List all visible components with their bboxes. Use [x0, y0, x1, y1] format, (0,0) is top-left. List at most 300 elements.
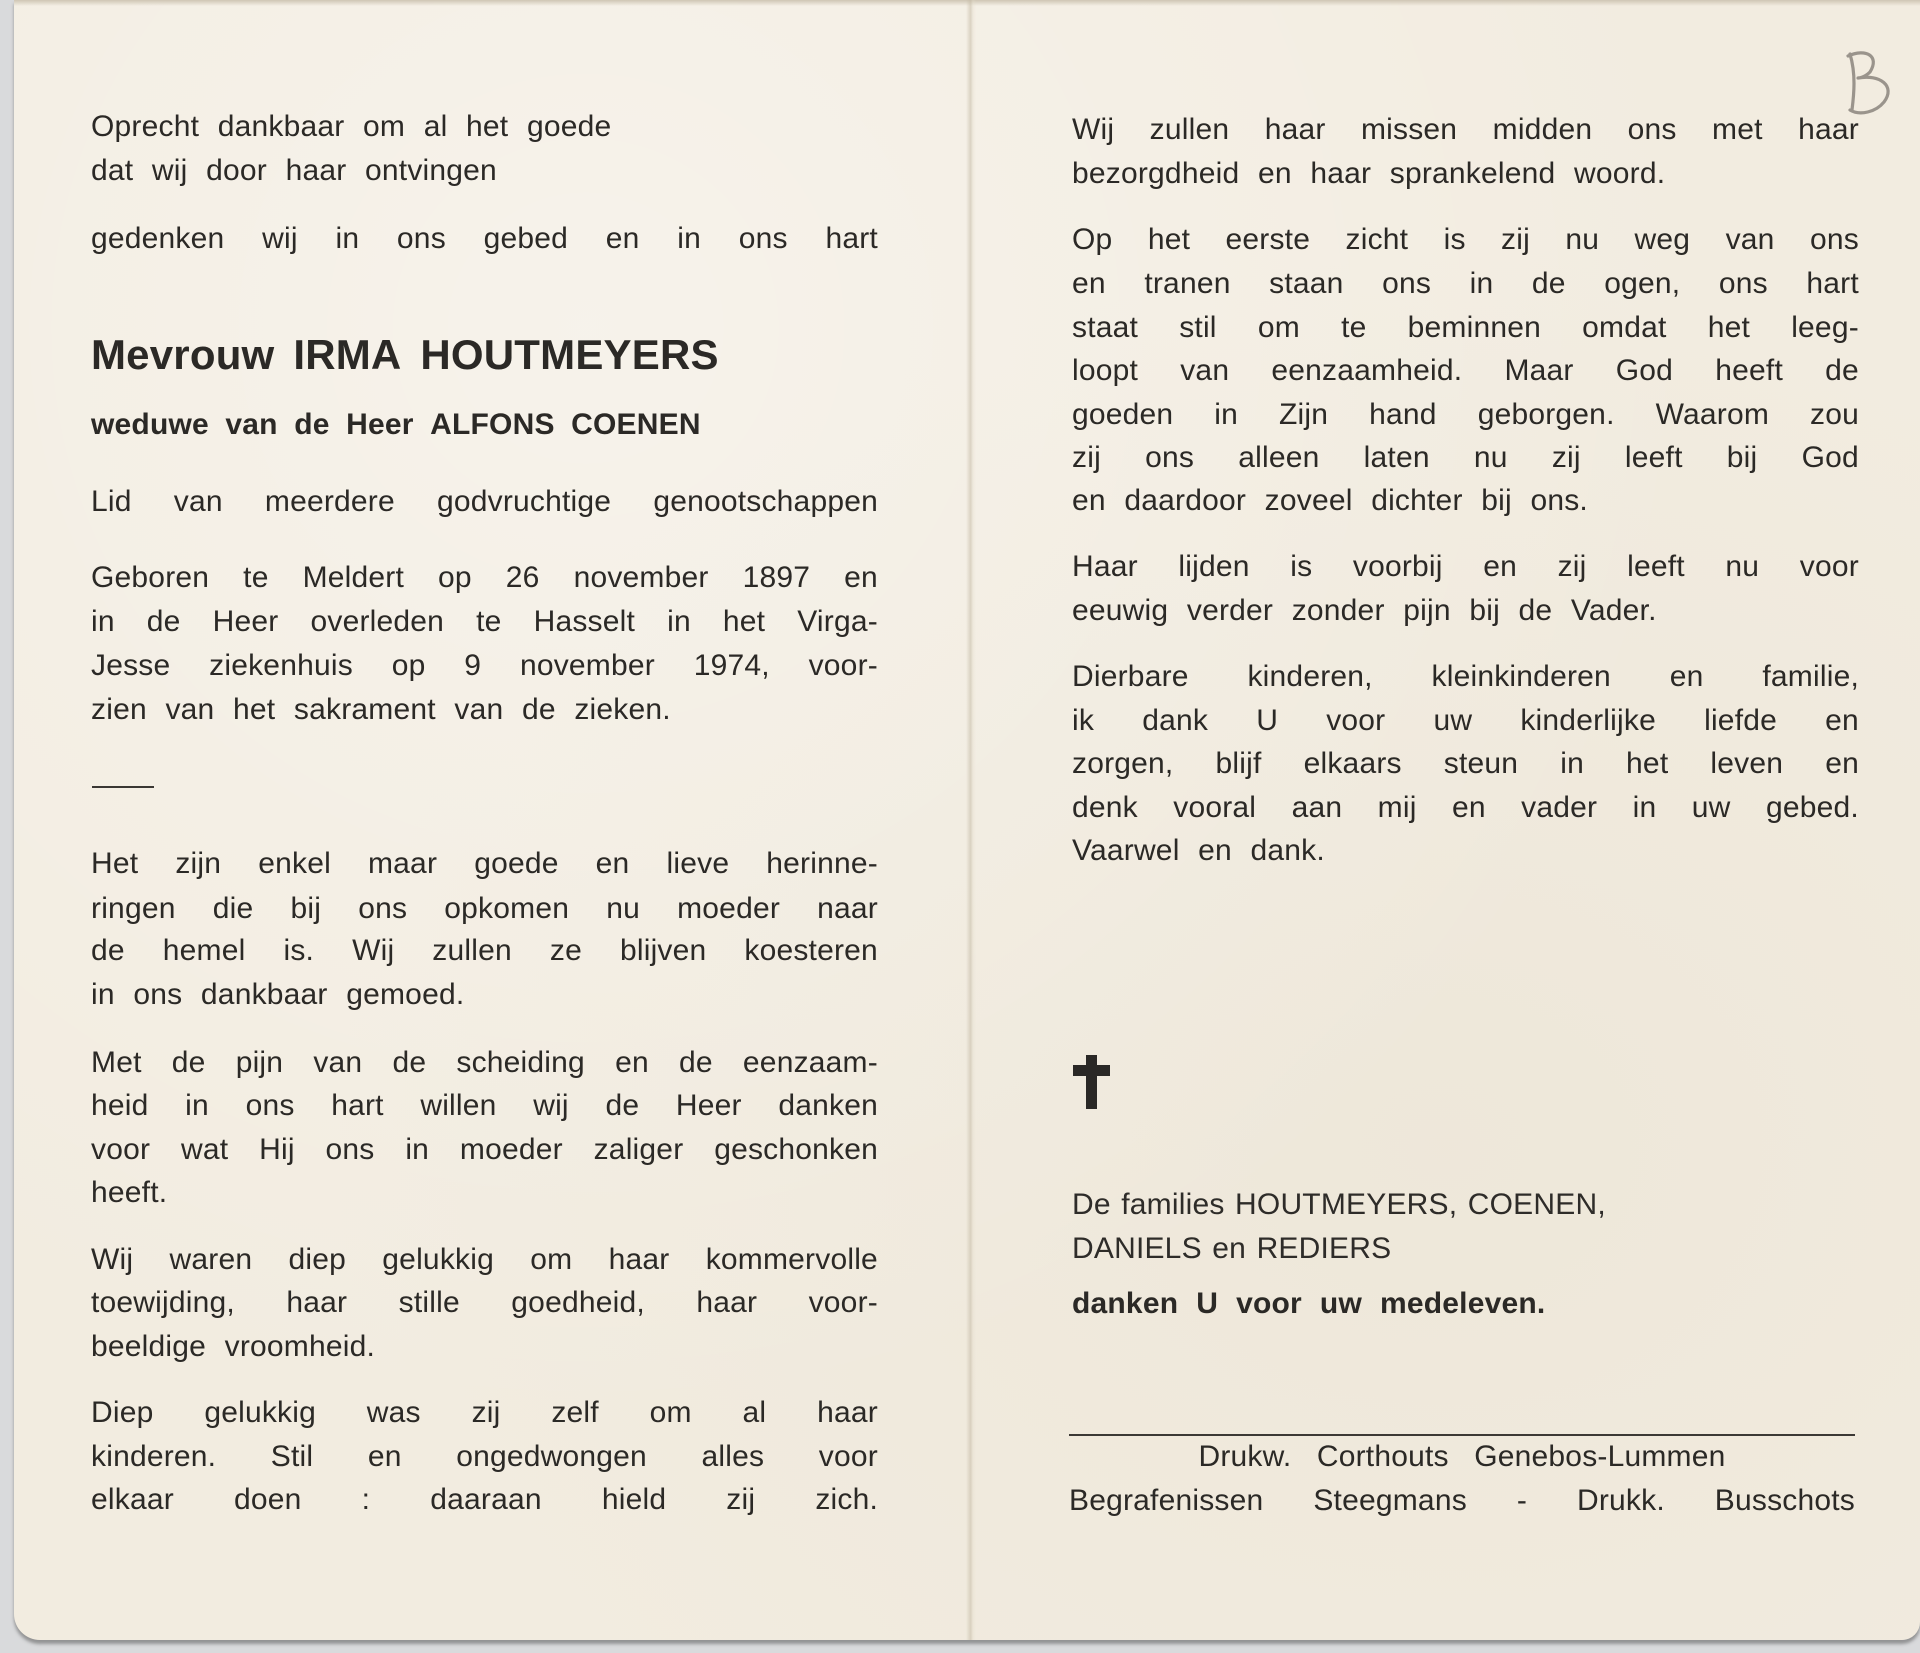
word: vooral: [1173, 791, 1257, 824]
word: bij: [290, 892, 322, 925]
word: het: [1626, 747, 1669, 780]
word: Wij: [1072, 113, 1115, 146]
paragraph-2-line: [1072, 351, 1859, 391]
word: haar: [1798, 113, 1859, 146]
word: toewijding,: [91, 1286, 235, 1319]
word: dank: [1142, 704, 1209, 737]
paragraph-1-line: [91, 844, 878, 884]
word: in: [185, 1089, 209, 1122]
printer-line: [1069, 1481, 1855, 1521]
word: al: [742, 1396, 767, 1429]
word: zij: [471, 1396, 501, 1429]
word: Virga-: [797, 605, 878, 638]
word: sprankelend: [1389, 157, 1556, 190]
word: de: [1531, 267, 1566, 300]
word: in: [1469, 267, 1494, 300]
word: elkaars: [1303, 747, 1402, 780]
word: Jesse: [91, 649, 171, 682]
intro-line: [91, 107, 878, 147]
word: 1897: [742, 561, 811, 594]
word: haar: [696, 1286, 758, 1319]
word: HOUTMEYERS: [420, 331, 719, 378]
word: haar: [285, 154, 347, 187]
word: kommervolle: [705, 1243, 878, 1276]
word: het: [1147, 223, 1191, 256]
word: ons: [325, 1133, 375, 1166]
word: loopt: [1072, 354, 1139, 387]
word: Het: [91, 847, 139, 880]
word: midden: [1492, 113, 1593, 146]
word: REDIERS: [1256, 1232, 1392, 1265]
word: in: [667, 605, 691, 638]
word: enkel: [258, 847, 331, 880]
word: van: [313, 1046, 363, 1079]
word: haar: [1310, 157, 1372, 190]
word: hield: [601, 1483, 667, 1516]
word: geborgen.: [1477, 398, 1615, 431]
handwritten-b-mark: [1836, 44, 1906, 124]
word: ons: [738, 222, 788, 255]
word: ongedwongen: [456, 1440, 647, 1473]
word: voorbij: [1352, 550, 1443, 583]
word: het: [233, 693, 276, 726]
word: de: [521, 693, 556, 726]
paragraph-2-line: [91, 1086, 878, 1126]
word: moeder: [459, 1133, 563, 1166]
word: vader: [1521, 791, 1598, 824]
word: de: [679, 1046, 713, 1079]
word: hemel: [162, 934, 246, 967]
word: zij: [726, 1483, 756, 1516]
deceased-name: [91, 329, 878, 381]
birth-death-line: [91, 602, 878, 642]
word: Met: [91, 1046, 142, 1079]
word: pijn: [235, 1046, 284, 1079]
word: om: [530, 1243, 573, 1276]
word: heid: [91, 1089, 149, 1122]
word: voor: [1236, 1287, 1302, 1320]
word: Wij: [91, 1243, 134, 1276]
word: :: [361, 1483, 371, 1516]
word: in: [1632, 791, 1657, 824]
printer-rule: [1069, 1434, 1855, 1436]
word: was: [366, 1396, 421, 1429]
word: goede: [526, 110, 612, 143]
printer-line: [1069, 1437, 1855, 1477]
word: voor: [1326, 704, 1386, 737]
word: weduwe: [91, 408, 209, 441]
paragraph-1-line: [91, 931, 878, 971]
word: leeft: [1624, 441, 1683, 474]
word: steun: [1443, 747, 1519, 780]
word: gelukkig: [382, 1243, 494, 1276]
birth-death-line: [91, 646, 878, 686]
word: ogen,: [1604, 267, 1681, 300]
word: in: [677, 222, 702, 255]
word: en: [844, 561, 878, 594]
word: en: [1825, 747, 1859, 780]
word: liefde: [1704, 704, 1777, 737]
word: aan: [1291, 791, 1343, 824]
word: eerste: [1225, 223, 1311, 256]
word: woord.: [1574, 157, 1666, 190]
word: het: [1707, 311, 1751, 344]
word: het: [466, 110, 509, 143]
word: DANIELS: [1072, 1232, 1202, 1265]
word: wat: [180, 1133, 229, 1166]
word: van: [454, 693, 504, 726]
word: ALFONS: [430, 408, 555, 441]
word: Stil: [270, 1440, 314, 1473]
word: families: [1121, 1188, 1225, 1221]
word: laten: [1363, 441, 1430, 474]
word: ons: [133, 978, 183, 1011]
word: zij: [1551, 441, 1581, 474]
word: leven: [1710, 747, 1784, 780]
word: bezorgdheid: [1072, 157, 1240, 190]
paragraph-2-line: [91, 1173, 878, 1213]
word: ons: [396, 222, 446, 255]
word: Maar: [1504, 354, 1574, 387]
word: zou: [1810, 398, 1859, 431]
word: om: [649, 1396, 692, 1429]
word: daaraan: [430, 1483, 542, 1516]
families-line: [1072, 1229, 1859, 1269]
word: en: [595, 847, 630, 880]
word: willen: [420, 1089, 497, 1122]
word: Zijn: [1279, 398, 1329, 431]
word: voor-: [808, 1286, 878, 1319]
word: op: [438, 561, 472, 594]
word: door: [206, 154, 267, 187]
word: Busschots: [1714, 1484, 1855, 1517]
word: ontvingen: [365, 154, 497, 187]
word: haar: [1264, 113, 1326, 146]
word: ons: [1145, 441, 1195, 474]
word: gedenken: [91, 222, 225, 255]
word: nu: [1473, 441, 1508, 474]
word: en: [1451, 791, 1486, 824]
word: familie,: [1762, 660, 1859, 693]
birth-death-line: [91, 558, 878, 598]
word: dat: [91, 154, 134, 187]
word: hart: [1806, 267, 1859, 300]
word: Heer: [212, 605, 279, 638]
word: zullen: [1149, 113, 1230, 146]
word: te: [243, 561, 269, 594]
paragraph-4-line: [1072, 788, 1859, 828]
word: zicht: [1345, 223, 1409, 256]
word: en: [1072, 267, 1106, 300]
word: te: [476, 605, 502, 638]
word: en: [1212, 1232, 1247, 1265]
paragraph-2-line: [1072, 481, 1859, 521]
word: stil: [1179, 311, 1217, 344]
word: hart: [825, 222, 878, 255]
word: stille: [398, 1286, 460, 1319]
word: Vaarwel: [1072, 834, 1180, 867]
word: uw: [1433, 704, 1473, 737]
word: zijn: [175, 847, 222, 880]
word: Haar: [1072, 550, 1138, 583]
word: haar: [608, 1243, 670, 1276]
word: eeuwig: [1072, 594, 1169, 627]
word: Drukw.: [1198, 1440, 1292, 1473]
word: november: [519, 649, 655, 682]
word: doen: [234, 1483, 302, 1516]
paragraph-2-line: [1072, 264, 1859, 304]
paragraph-4-line: [91, 1480, 878, 1520]
word: Hasselt: [533, 605, 636, 638]
paragraph-2-line: [1072, 395, 1859, 435]
paragraph-4-line: [91, 1393, 878, 1433]
paragraph-2-line: [91, 1043, 878, 1083]
word: overleden: [310, 605, 445, 638]
intro-line: [91, 219, 878, 259]
word: om: [363, 110, 406, 143]
word: Wij: [352, 934, 395, 967]
word: Meldert: [302, 561, 405, 594]
word: zij: [1501, 223, 1530, 256]
word: uw: [1691, 791, 1731, 824]
word: Lid: [91, 485, 132, 518]
word: van: [173, 485, 223, 518]
word: Mevrouw: [91, 331, 275, 378]
paragraph-4-line: [1072, 657, 1859, 697]
word: dank.: [1250, 834, 1325, 867]
word: maar: [367, 847, 438, 880]
word: danken: [1072, 1287, 1179, 1320]
word: ons: [1809, 223, 1859, 256]
word: gebed.: [1765, 791, 1859, 824]
word: van: [165, 693, 215, 726]
word: sakrament: [293, 693, 436, 726]
word: diep: [288, 1243, 347, 1276]
word: en: [615, 1046, 649, 1079]
word: in: [335, 222, 360, 255]
paragraph-4-line: [1072, 744, 1859, 784]
word: de: [392, 1046, 427, 1079]
word: ons.: [1530, 484, 1588, 517]
paragraph-3-line: [91, 1240, 878, 1280]
word: nu: [606, 892, 640, 925]
word: Op: [1072, 223, 1113, 256]
word: die: [212, 892, 254, 925]
word: gebed: [483, 222, 569, 255]
word: ons: [245, 1089, 295, 1122]
word: de: [605, 1089, 640, 1122]
word: Diep: [91, 1396, 154, 1429]
word: de: [171, 1046, 206, 1079]
word: en: [1072, 484, 1106, 517]
word: danken: [778, 1089, 878, 1122]
word: staan: [1269, 267, 1344, 300]
word: beeldige: [91, 1330, 207, 1363]
word: Heer: [346, 408, 414, 441]
word: zorgen,: [1072, 747, 1174, 780]
word: bij: [1726, 441, 1758, 474]
paragraph-4-line: [1072, 701, 1859, 741]
word: goedheid,: [511, 1286, 645, 1319]
word: lijden: [1178, 550, 1250, 583]
word: kinderlijke: [1520, 704, 1656, 737]
word: ons: [358, 892, 408, 925]
word: uw: [1319, 1287, 1362, 1320]
word: tranen: [1144, 267, 1231, 300]
word: van: [1725, 223, 1775, 256]
word: omdat: [1582, 311, 1667, 344]
word: zieken.: [574, 693, 671, 726]
word: al: [423, 110, 448, 143]
word: Drukk.: [1576, 1484, 1665, 1517]
word: in: [91, 978, 115, 1011]
paragraph-3-line: [91, 1327, 878, 1367]
card-fold: [966, 0, 976, 1640]
word: Corthouts: [1316, 1440, 1449, 1473]
separator-dash: [92, 786, 154, 788]
word: Heer: [675, 1089, 742, 1122]
word: eenzaamheid.: [1271, 354, 1463, 387]
word: voor: [91, 1133, 151, 1166]
word: van: [225, 408, 278, 441]
word: U: [1196, 1287, 1219, 1320]
word: -: [1516, 1484, 1528, 1517]
paragraph-1-line: [1072, 110, 1859, 150]
word: om: [1257, 311, 1300, 344]
word: godvruchtige: [437, 485, 612, 518]
word: en: [1198, 834, 1232, 867]
paragraph-1-line: [91, 975, 878, 1015]
paragraph-3-line: [1072, 591, 1859, 631]
word: verder: [1186, 594, 1274, 627]
word: goede: [474, 847, 559, 880]
word: 26: [505, 561, 540, 594]
word: elkaar: [91, 1483, 174, 1516]
latin-cross-icon: [1073, 1055, 1110, 1109]
word: en: [605, 222, 640, 255]
word: dankbaar: [200, 978, 328, 1011]
word: gemoed.: [346, 978, 465, 1011]
word: is.: [283, 934, 315, 967]
word: ik: [1072, 704, 1095, 737]
word: God: [1615, 354, 1674, 387]
word: HOUTMEYERS,: [1235, 1188, 1458, 1221]
word: blijven: [619, 934, 707, 967]
word: nu: [1725, 550, 1760, 583]
word: dichter: [1371, 484, 1463, 517]
paragraph-2-line: [1072, 438, 1859, 478]
word: in: [1214, 398, 1239, 431]
word: COENEN,: [1467, 1188, 1606, 1221]
word: de: [1825, 354, 1859, 387]
word: is: [1290, 550, 1313, 583]
paragraph-4-line: [91, 1437, 878, 1477]
word: bij: [1469, 594, 1500, 627]
word: de: [146, 605, 181, 638]
word: zich.: [815, 1483, 878, 1516]
word: in: [405, 1133, 430, 1166]
word: zaliger: [593, 1133, 684, 1166]
membership-line: [91, 482, 878, 522]
word: meerdere: [264, 485, 395, 518]
word: Begrafenissen: [1069, 1484, 1264, 1517]
word: heeft: [1715, 354, 1783, 387]
word: haar: [817, 1396, 878, 1429]
word: denk: [1072, 791, 1138, 824]
word: van: [1180, 354, 1230, 387]
widow-of-line: [91, 405, 878, 445]
word: gelukkig: [204, 1396, 316, 1429]
word: Geboren: [91, 561, 210, 594]
word: en: [367, 1440, 402, 1473]
word: blijf: [1215, 747, 1262, 780]
word: is: [1443, 223, 1466, 256]
word: goeden: [1072, 398, 1174, 431]
paragraph-3-line: [1072, 547, 1859, 587]
word: ziekenhuis: [209, 649, 353, 682]
word: beminnen: [1407, 311, 1542, 344]
paragraph-1-line: [1072, 154, 1859, 194]
word: waren: [169, 1243, 253, 1276]
paragraph-1-line: [91, 889, 878, 929]
word: geschonken: [714, 1133, 878, 1166]
word: staat: [1072, 311, 1139, 344]
word: God: [1801, 441, 1859, 474]
word: missen: [1360, 113, 1458, 146]
word: en: [1483, 550, 1518, 583]
word: ons: [1382, 267, 1432, 300]
word: dankbaar: [217, 110, 345, 143]
word: kleinkinderen: [1431, 660, 1611, 693]
word: haar: [286, 1286, 348, 1319]
word: U: [1256, 704, 1279, 737]
word: 1974,: [693, 649, 770, 682]
intro-line: [91, 151, 878, 191]
word: in: [1560, 747, 1584, 780]
word: november: [573, 561, 709, 594]
paragraph-2-line: [91, 1130, 878, 1170]
word: koesteren: [744, 934, 878, 967]
word: daardoor: [1124, 484, 1247, 517]
word: Steegmans: [1313, 1484, 1467, 1517]
word: hand: [1369, 398, 1437, 431]
word: zij: [1557, 550, 1587, 583]
paragraph-2-line: [1072, 220, 1859, 260]
word: en: [1257, 157, 1292, 190]
word: zij: [1072, 441, 1101, 474]
word: COENEN: [571, 408, 701, 441]
word: weg: [1634, 223, 1691, 256]
word: IRMA: [293, 331, 402, 378]
word: met: [1712, 113, 1763, 146]
word: De: [1072, 1188, 1111, 1221]
word: ringen: [91, 892, 176, 925]
word: alleen: [1238, 441, 1320, 474]
word: en: [1825, 704, 1859, 737]
word: nu: [1565, 223, 1600, 256]
word: moeder: [677, 892, 781, 925]
word: opkomen: [444, 892, 570, 925]
paragraph-4-line: [1072, 831, 1859, 871]
word: de: [294, 408, 330, 441]
word: zelf: [551, 1396, 599, 1429]
word: in: [91, 605, 115, 638]
word: kinderen.: [91, 1440, 217, 1473]
word: ze: [549, 934, 582, 967]
word: naar: [817, 892, 878, 925]
word: de: [91, 934, 125, 967]
word: heeft.: [91, 1176, 168, 1209]
